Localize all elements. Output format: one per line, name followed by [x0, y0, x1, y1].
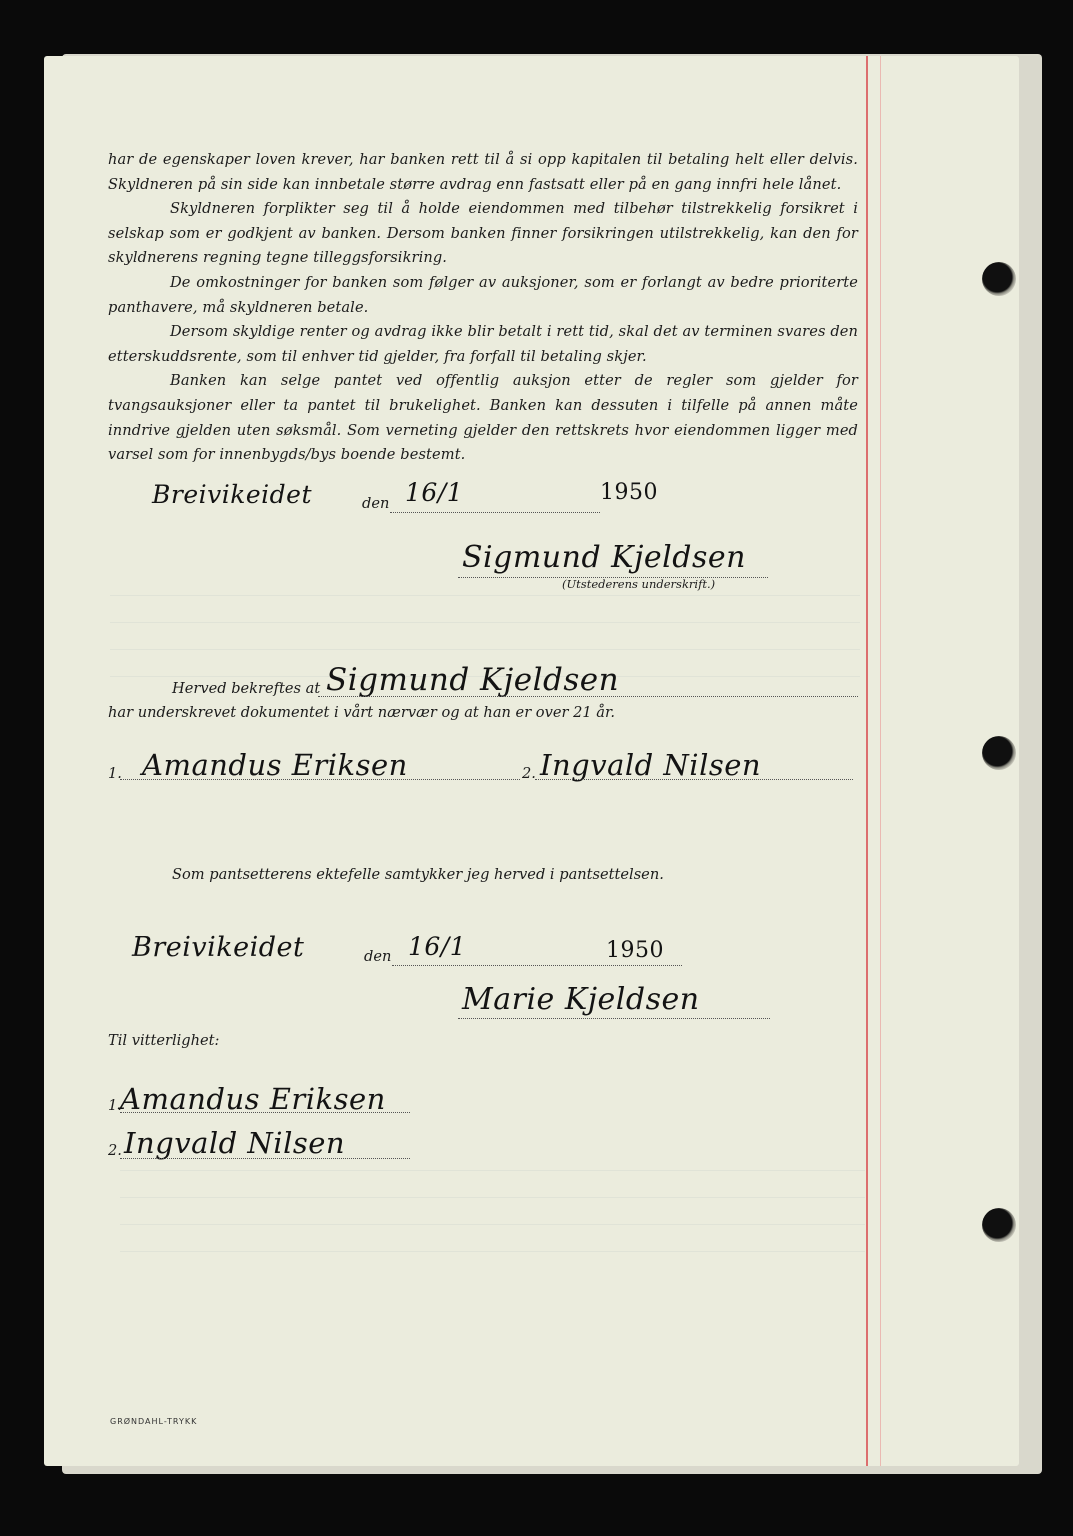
confirm-text: har underskrevet dokumentet i vårt nærvær og at han er over 21 år.	[108, 704, 616, 721]
dotted-line	[392, 965, 682, 966]
confirm-name-handwritten: Sigmund Kjeldsen	[326, 662, 620, 698]
dotted-line	[120, 1112, 410, 1113]
dotted-line	[120, 1158, 410, 1159]
witness-number: 1.	[108, 1097, 122, 1114]
witness-number: 1.	[108, 765, 122, 782]
date-label: den	[364, 948, 392, 965]
spouse-consent-text: Som pantsetterens ektefelle samtykker jeg herved i pantsettelsen.	[172, 866, 664, 883]
paragraph: har de egenskaper loven krever, har banken rett til å si opp kapitalen til betaling helt eller delvis. Skyldneren på sin side kan innbetale større avdrag enn fastsatt eller på en gang innfri hele lånet.	[108, 151, 858, 193]
punch-hole-icon	[982, 1208, 1016, 1242]
spouse-signature: Marie Kjeldsen	[462, 982, 700, 1017]
paragraph: Skyldneren forplikter seg til å holde eiendommen med tilbehør tilstrekkelig forsikret i selskap som er godkjent av banken. Dersom banken finner forsikringen utilstrekkelig, kan den for skyldnerens regning tegne tilleggsforsikring.	[108, 200, 858, 267]
printer-mark: GRØNDAHL-TRYKK	[110, 1417, 198, 1426]
paragraph: De omkostninger for banken som følger av auksjoner, som er forlangt av bedre prioriterte panthavere, må skyldneren betale.	[108, 273, 858, 316]
bleed-through	[120, 1160, 865, 1310]
witness1-signature: Amandus Eriksen	[120, 1082, 386, 1116]
vitterlighet-label: Til vitterlighet:	[108, 1032, 220, 1049]
witness2-signature: Ingvald Nilsen	[540, 748, 762, 782]
margin-line-light	[880, 56, 881, 1466]
witness2-signature: Ingvald Nilsen	[124, 1126, 346, 1160]
year: 1950	[600, 480, 658, 505]
issuer-signature: Sigmund Kjeldsen	[462, 540, 746, 575]
body-text	[108, 148, 858, 468]
dotted-line	[535, 779, 853, 780]
dotted-line	[390, 512, 600, 513]
punch-hole-icon	[982, 262, 1016, 296]
paragraph: Dersom skyldige renter og avdrag ikke blir betalt i rett tid, skal det av terminen svares den etterskuddsrente, som til enhver tid gjelder, fra forfall til betaling skjer.	[108, 323, 858, 365]
paragraph: Banken kan selge pantet ved offentlig auksjon etter de regler som gjelder for tvangsauksjoner eller ta pantet til brukelighet. Banken kan dessuten i tilfelle på annen måte inndrive gjelden uten søksmål. Som verneting gjelder den rettskrets hvor eiendommen ligger med varsel som for innenbygds/bys boende bestemt.	[108, 372, 858, 464]
margin-line	[866, 56, 868, 1466]
date-label: den	[362, 495, 390, 512]
place-handwritten: Breivikeidet	[152, 480, 313, 509]
dotted-line	[318, 696, 858, 697]
date-handwritten: 16/1	[408, 932, 467, 961]
punch-hole-icon	[982, 736, 1016, 770]
date-handwritten: 16/1	[405, 478, 464, 507]
confirm-label: Herved bekreftes at	[172, 680, 321, 697]
signature-line	[458, 1018, 770, 1019]
signature-caption: (Utstederens underskrift.)	[562, 577, 716, 591]
place-handwritten: Breivikeidet	[132, 932, 305, 963]
year: 1950	[606, 938, 664, 963]
dotted-line	[120, 779, 520, 780]
witness1-signature: Amandus Eriksen	[142, 748, 408, 782]
witness-number: 2.	[108, 1142, 122, 1159]
witness-number: 2.	[522, 765, 536, 782]
